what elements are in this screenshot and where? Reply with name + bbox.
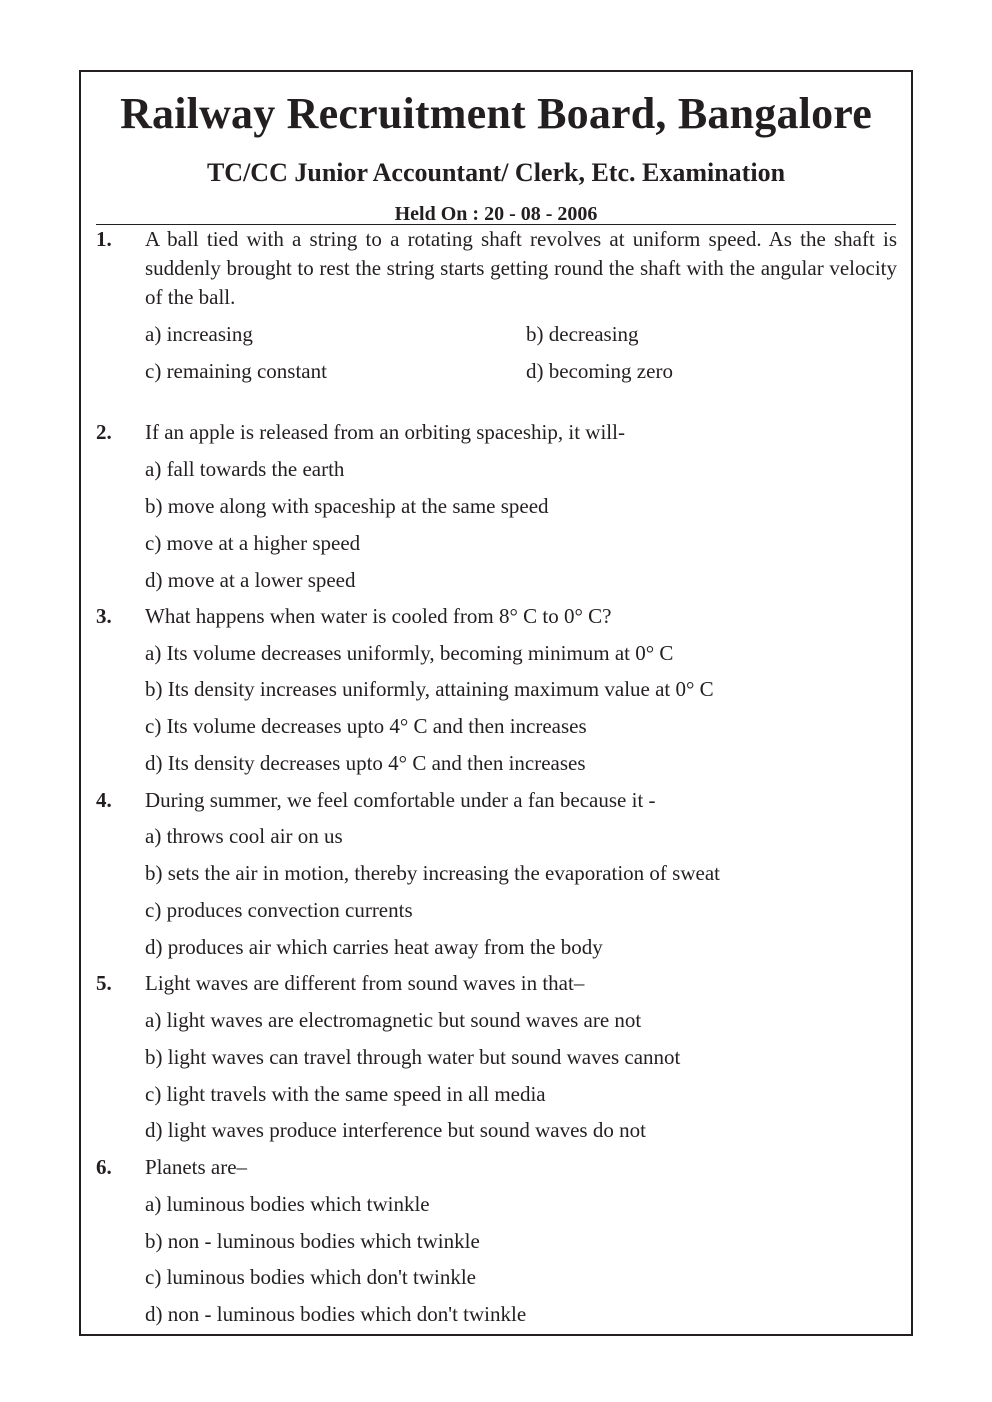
- option-a: a) luminous bodies which twinkle: [145, 1192, 430, 1216]
- question-number: 1.: [96, 227, 112, 251]
- option-a: a) throws cool air on us: [145, 824, 343, 848]
- option-d: d) produces air which carries heat away from the body: [145, 935, 603, 959]
- question-text: Light waves are different from sound waves in that–: [145, 971, 585, 995]
- option-c: c) move at a higher speed: [145, 531, 361, 555]
- option-b: b) decreasing: [526, 322, 639, 346]
- question-number: 2.: [96, 420, 112, 444]
- option-b: b) Its density increases uniformly, attaining maximum value at 0° C: [145, 677, 714, 701]
- option-d: d) light waves produce interference but sound waves do not: [145, 1118, 646, 1142]
- question-text: Planets are–: [145, 1155, 248, 1179]
- option-c: c) produces convection currents: [145, 898, 413, 922]
- question-number: 5.: [96, 971, 112, 995]
- option-c: c) Its volume decreases upto 4° C and then increases: [145, 714, 587, 738]
- option-d: d) move at a lower speed: [145, 568, 356, 592]
- option-a: a) light waves are electromagnetic but sound waves are not: [145, 1008, 642, 1032]
- option-d: d) Its density decreases upto 4° C and then increases: [145, 751, 586, 775]
- page-title: Railway Recruitment Board, Bangalore: [120, 89, 872, 138]
- option-a: a) Its volume decreases uniformly, becoming minimum at 0° C: [145, 641, 674, 665]
- question-text: During summer, we feel comfortable under a fan because it -: [145, 788, 656, 812]
- question-text: A ball tied with a string to a rotating shaft revolves at uniform speed. As the shaft is suddenly brought to rest the string starts getting round the shaft with the angular velocity of the ball.: [145, 227, 897, 309]
- question-number: 4.: [96, 788, 112, 812]
- option-a: a) fall towards the earth: [145, 457, 345, 481]
- question-text: If an apple is released from an orbiting spaceship, it will-: [145, 420, 625, 444]
- option-c: c) light travels with the same speed in all media: [145, 1082, 546, 1106]
- option-d: d) becoming zero: [526, 359, 673, 383]
- exam-subtitle: TC/CC Junior Accountant/ Clerk, Etc. Examination: [206, 158, 786, 187]
- option-c: c) luminous bodies which don't twinkle: [145, 1265, 476, 1289]
- option-a: a) increasing: [145, 322, 253, 346]
- question-number: 3.: [96, 604, 112, 628]
- option-d: d) non - luminous bodies which don't twinkle: [145, 1302, 527, 1326]
- option-c: c) remaining constant: [145, 359, 327, 383]
- question-number: 6.: [96, 1155, 112, 1179]
- option-b: b) sets the air in motion, thereby increasing the evaporation of sweat: [145, 861, 720, 885]
- question-text: What happens when water is cooled from 8° C to 0° C?: [145, 604, 612, 628]
- option-b: b) move along with spaceship at the same speed: [145, 494, 549, 518]
- held-on-date: Held On : 20 - 08 - 2006: [394, 203, 598, 225]
- option-b: b) light waves can travel through water but sound waves cannot: [145, 1045, 681, 1069]
- option-b: b) non - luminous bodies which twinkle: [145, 1229, 480, 1253]
